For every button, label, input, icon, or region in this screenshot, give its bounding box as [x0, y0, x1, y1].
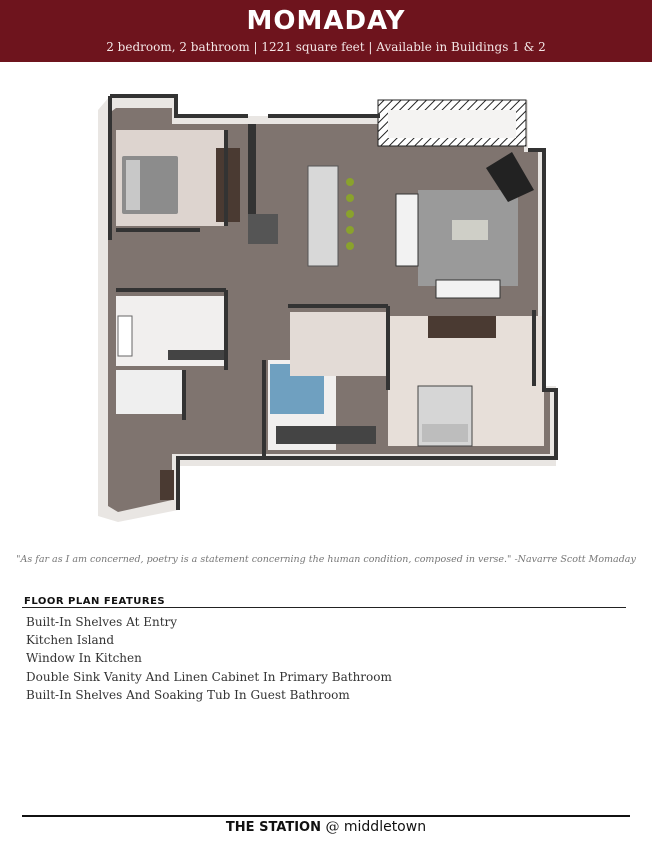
floor-plan-image: [88, 90, 564, 530]
footer-divider: [22, 815, 630, 817]
feature-item: Built-In Shelves And Soaking Tub In Guest Bathroom: [26, 687, 350, 702]
footer: [0, 819, 652, 835]
plan-title: MOMADAY: [246, 6, 406, 36]
footer-brand: THE STATION: [225, 820, 321, 835]
footer-at: @: [325, 819, 340, 835]
laundry: [116, 370, 184, 414]
feature-item: Double Sink Vanity And Linen Cabinet In Primary Bathroom: [26, 669, 392, 684]
header-banner: [0, 0, 652, 62]
plan-subtitle: 2 bedroom, 2 bathroom | 1221 square feet | Available in Buildings 1 & 2: [106, 40, 546, 54]
feature-item: Built-In Shelves At Entry: [26, 615, 178, 629]
footer-place: middletown: [343, 819, 427, 835]
walk-in-closet: [290, 312, 388, 376]
entry-shelves: [160, 470, 174, 500]
feature-item: Window In Kitchen: [26, 651, 142, 666]
kitchen-island: [308, 166, 338, 266]
features-divider: [22, 607, 626, 608]
features-heading: FLOOR PLAN FEATURES: [24, 596, 166, 607]
features-list: [26, 613, 392, 704]
quote: "As far as I am concerned, poetry is a statement concerning the human condition, composed in verse." -Navarre Scott Momaday: [16, 554, 636, 565]
feature-item: Kitchen Island: [26, 633, 115, 648]
